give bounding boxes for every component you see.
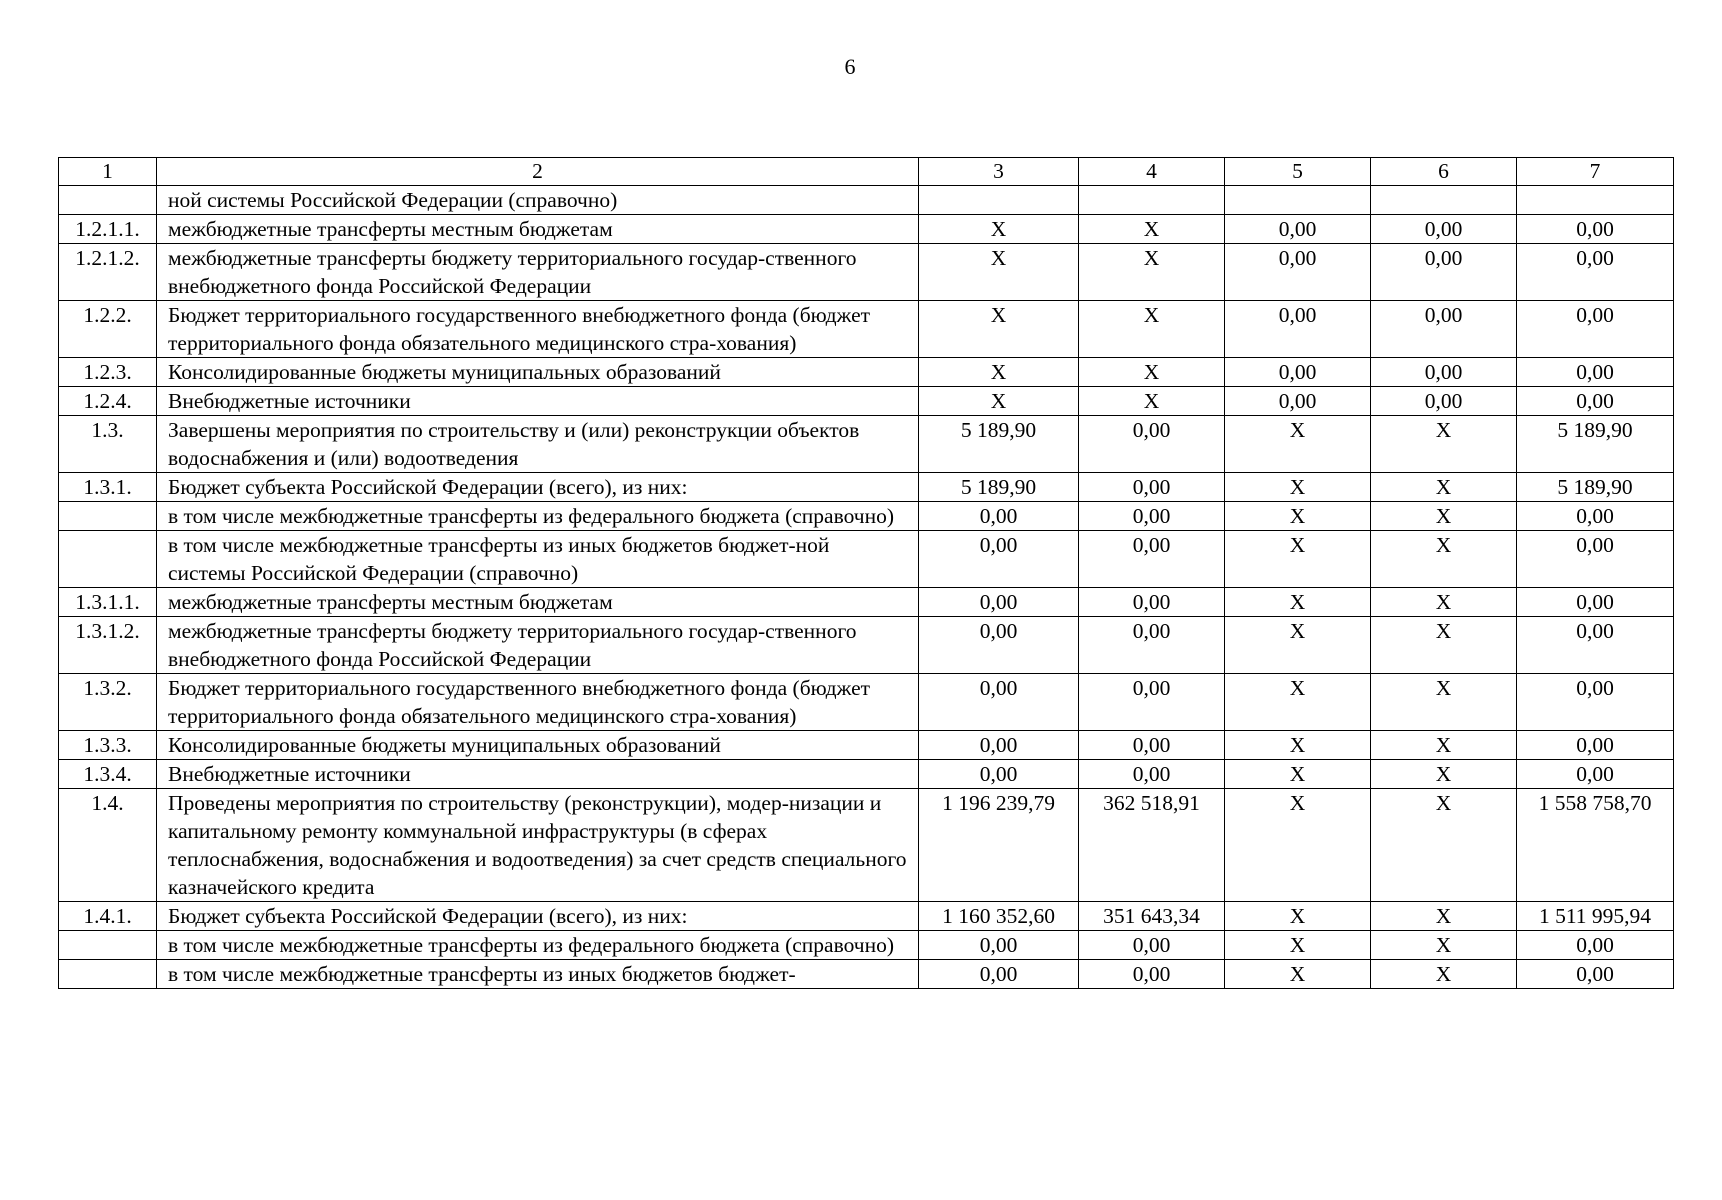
table-row [59, 387, 1674, 416]
row-number-cell: 1.3.3. [59, 731, 157, 760]
value-cell-col6: X [1371, 674, 1517, 731]
table-row [59, 902, 1674, 931]
value-cell-col7: 0,00 [1517, 931, 1674, 960]
row-number-cell: 1.3. [59, 416, 157, 473]
value-cell-col5: X [1225, 531, 1371, 588]
value-cell-col5: X [1225, 617, 1371, 674]
value-cell-col7: 0,00 [1517, 215, 1674, 244]
description-cell: Завершены мероприятия по строительству и (или) реконструкции объектов водоснабжения и (или) водоотведения [157, 416, 919, 473]
value-cell-col4: 0,00 [1079, 416, 1225, 473]
value-cell-col4: X [1079, 244, 1225, 301]
value-cell-col6: X [1371, 416, 1517, 473]
value-cell-col4: 0,00 [1079, 617, 1225, 674]
value-cell-col7: 1 558 758,70 [1517, 789, 1674, 902]
column-header: 1 [59, 158, 157, 186]
row-number-cell: 1.2.1.1. [59, 215, 157, 244]
value-cell-col4: 351 643,34 [1079, 902, 1225, 931]
value-cell-col7: 0,00 [1517, 617, 1674, 674]
value-cell-col5: X [1225, 416, 1371, 473]
table-row [59, 588, 1674, 617]
value-cell-col7: 0,00 [1517, 502, 1674, 531]
column-header: 6 [1371, 158, 1517, 186]
value-cell-col7: 0,00 [1517, 358, 1674, 387]
value-cell-col7: 0,00 [1517, 244, 1674, 301]
description-cell: межбюджетные трансферты бюджету территориального государ-ственного внебюджетного фонда Российской Федерации [157, 617, 919, 674]
row-number-cell [59, 531, 157, 588]
value-cell-col5: 0,00 [1225, 358, 1371, 387]
value-cell-col6: 0,00 [1371, 301, 1517, 358]
table-body [59, 158, 1674, 989]
value-cell-col3: 0,00 [919, 674, 1079, 731]
value-cell-col7: 0,00 [1517, 760, 1674, 789]
value-cell-col5 [1225, 186, 1371, 215]
row-number-cell: 1.3.1.2. [59, 617, 157, 674]
row-number-cell: 1.3.4. [59, 760, 157, 789]
table-row [59, 931, 1674, 960]
value-cell-col6: X [1371, 502, 1517, 531]
table-row [59, 789, 1674, 902]
value-cell-col3: 0,00 [919, 731, 1079, 760]
value-cell-col5: X [1225, 731, 1371, 760]
table-row [59, 502, 1674, 531]
row-number-cell: 1.2.4. [59, 387, 157, 416]
table-row [59, 301, 1674, 358]
value-cell-col7: 0,00 [1517, 674, 1674, 731]
value-cell-col4: X [1079, 215, 1225, 244]
column-header: 4 [1079, 158, 1225, 186]
value-cell-col3: 0,00 [919, 617, 1079, 674]
value-cell-col3: 1 196 239,79 [919, 789, 1079, 902]
value-cell-col4: 0,00 [1079, 473, 1225, 502]
value-cell-col4: 0,00 [1079, 531, 1225, 588]
value-cell-col7 [1517, 186, 1674, 215]
row-number-cell: 1.3.1.1. [59, 588, 157, 617]
value-cell-col4 [1079, 186, 1225, 215]
value-cell-col4: 0,00 [1079, 502, 1225, 531]
value-cell-col4: X [1079, 387, 1225, 416]
value-cell-col5: X [1225, 473, 1371, 502]
value-cell-col6: 0,00 [1371, 358, 1517, 387]
table-row [59, 674, 1674, 731]
value-cell-col6: X [1371, 617, 1517, 674]
table-row [59, 731, 1674, 760]
value-cell-col5: X [1225, 789, 1371, 902]
value-cell-col5: 0,00 [1225, 301, 1371, 358]
value-cell-col4: 0,00 [1079, 588, 1225, 617]
row-number-cell: 1.3.2. [59, 674, 157, 731]
value-cell-col4: 0,00 [1079, 931, 1225, 960]
row-number-cell [59, 502, 157, 531]
row-number-cell: 1.2.3. [59, 358, 157, 387]
description-cell: Бюджет территориального государственного внебюджетного фонда (бюджет территориального фонда обязательного медицинского стра-хования) [157, 301, 919, 358]
table-row [59, 760, 1674, 789]
table-row [59, 416, 1674, 473]
description-cell: Внебюджетные источники [157, 387, 919, 416]
table-row [59, 215, 1674, 244]
value-cell-col6: X [1371, 960, 1517, 989]
value-cell-col6: 0,00 [1371, 244, 1517, 301]
value-cell-col7: 0,00 [1517, 588, 1674, 617]
value-cell-col6: X [1371, 789, 1517, 902]
column-header: 5 [1225, 158, 1371, 186]
value-cell-col3 [919, 186, 1079, 215]
value-cell-col4: 0,00 [1079, 960, 1225, 989]
value-cell-col6: X [1371, 902, 1517, 931]
value-cell-col6: X [1371, 731, 1517, 760]
value-cell-col6: 0,00 [1371, 215, 1517, 244]
row-number-cell: 1.2.1.2. [59, 244, 157, 301]
row-number-cell: 1.4.1. [59, 902, 157, 931]
value-cell-col3: 0,00 [919, 588, 1079, 617]
value-cell-col5: X [1225, 760, 1371, 789]
value-cell-col3: 0,00 [919, 502, 1079, 531]
value-cell-col5: X [1225, 931, 1371, 960]
column-header: 7 [1517, 158, 1674, 186]
description-cell: Бюджет субъекта Российской Федерации (всего), из них: [157, 902, 919, 931]
value-cell-col4: 0,00 [1079, 731, 1225, 760]
description-cell: Внебюджетные источники [157, 760, 919, 789]
description-cell: ной системы Российской Федерации (справочно) [157, 186, 919, 215]
value-cell-col3: X [919, 387, 1079, 416]
value-cell-col5: X [1225, 674, 1371, 731]
value-cell-col5: X [1225, 902, 1371, 931]
table-row [59, 473, 1674, 502]
row-number-cell [59, 960, 157, 989]
value-cell-col7: 0,00 [1517, 960, 1674, 989]
row-number-cell [59, 931, 157, 960]
value-cell-col5: X [1225, 588, 1371, 617]
table-row [59, 617, 1674, 674]
value-cell-col6 [1371, 186, 1517, 215]
value-cell-col4: X [1079, 301, 1225, 358]
value-cell-col5: 0,00 [1225, 215, 1371, 244]
description-cell: в том числе межбюджетные трансферты из федерального бюджета (справочно) [157, 931, 919, 960]
description-cell: Проведены мероприятия по строительству (реконструкции), модер-низации и капитальному ремонту коммунальной инфраструктуры (в сферах теплоснабжения, водоснабжения и водоотведения) за счет средств специального казначейского кредита [157, 789, 919, 902]
description-cell: в том числе межбюджетные трансферты из иных бюджетов бюджет-ной системы Российской Федерации (справочно) [157, 531, 919, 588]
value-cell-col3: X [919, 301, 1079, 358]
row-number-cell [59, 186, 157, 215]
value-cell-col5: 0,00 [1225, 387, 1371, 416]
table-row [59, 960, 1674, 989]
description-cell: в том числе межбюджетные трансферты из иных бюджетов бюджет- [157, 960, 919, 989]
page-number: 6 [844, 54, 856, 79]
value-cell-col7: 0,00 [1517, 301, 1674, 358]
budget-table [58, 157, 1674, 989]
value-cell-col6: X [1371, 588, 1517, 617]
value-cell-col3: 0,00 [919, 960, 1079, 989]
value-cell-col5: X [1225, 502, 1371, 531]
value-cell-col3: 0,00 [919, 931, 1079, 960]
value-cell-col5: 0,00 [1225, 244, 1371, 301]
column-number-row [59, 158, 1674, 186]
row-number-cell: 1.2.2. [59, 301, 157, 358]
value-cell-col6: X [1371, 760, 1517, 789]
value-cell-col7: 0,00 [1517, 731, 1674, 760]
row-number-cell: 1.3.1. [59, 473, 157, 502]
table-row [59, 358, 1674, 387]
value-cell-col4: X [1079, 358, 1225, 387]
value-cell-col6: X [1371, 473, 1517, 502]
value-cell-col7: 5 189,90 [1517, 416, 1674, 473]
description-cell: межбюджетные трансферты местным бюджетам [157, 215, 919, 244]
value-cell-col3: X [919, 215, 1079, 244]
value-cell-col3: 5 189,90 [919, 416, 1079, 473]
description-cell: Бюджет территориального государственного внебюджетного фонда (бюджет территориального фонда обязательного медицинского стра-хования) [157, 674, 919, 731]
value-cell-col3: 1 160 352,60 [919, 902, 1079, 931]
value-cell-col7: 1 511 995,94 [1517, 902, 1674, 931]
value-cell-col3: 5 189,90 [919, 473, 1079, 502]
row-number-cell: 1.4. [59, 789, 157, 902]
description-cell: межбюджетные трансферты бюджету территориального государ-ственного внебюджетного фонда Российской Федерации [157, 244, 919, 301]
table-row [59, 531, 1674, 588]
value-cell-col3: X [919, 244, 1079, 301]
value-cell-col4: 0,00 [1079, 760, 1225, 789]
value-cell-col6: 0,00 [1371, 387, 1517, 416]
value-cell-col7: 0,00 [1517, 531, 1674, 588]
description-cell: Консолидированные бюджеты муниципальных образований [157, 731, 919, 760]
value-cell-col3: 0,00 [919, 531, 1079, 588]
description-cell: Бюджет субъекта Российской Федерации (всего), из них: [157, 473, 919, 502]
value-cell-col6: X [1371, 931, 1517, 960]
table-row [59, 244, 1674, 301]
description-cell: в том числе межбюджетные трансферты из федерального бюджета (справочно) [157, 502, 919, 531]
description-cell: межбюджетные трансферты местным бюджетам [157, 588, 919, 617]
value-cell-col5: X [1225, 960, 1371, 989]
column-header: 2 [157, 158, 919, 186]
value-cell-col7: 5 189,90 [1517, 473, 1674, 502]
value-cell-col3: 0,00 [919, 760, 1079, 789]
value-cell-col3: X [919, 358, 1079, 387]
value-cell-col7: 0,00 [1517, 387, 1674, 416]
value-cell-col6: X [1371, 531, 1517, 588]
column-header: 3 [919, 158, 1079, 186]
table-row [59, 186, 1674, 215]
description-cell: Консолидированные бюджеты муниципальных образований [157, 358, 919, 387]
value-cell-col4: 362 518,91 [1079, 789, 1225, 902]
value-cell-col4: 0,00 [1079, 674, 1225, 731]
